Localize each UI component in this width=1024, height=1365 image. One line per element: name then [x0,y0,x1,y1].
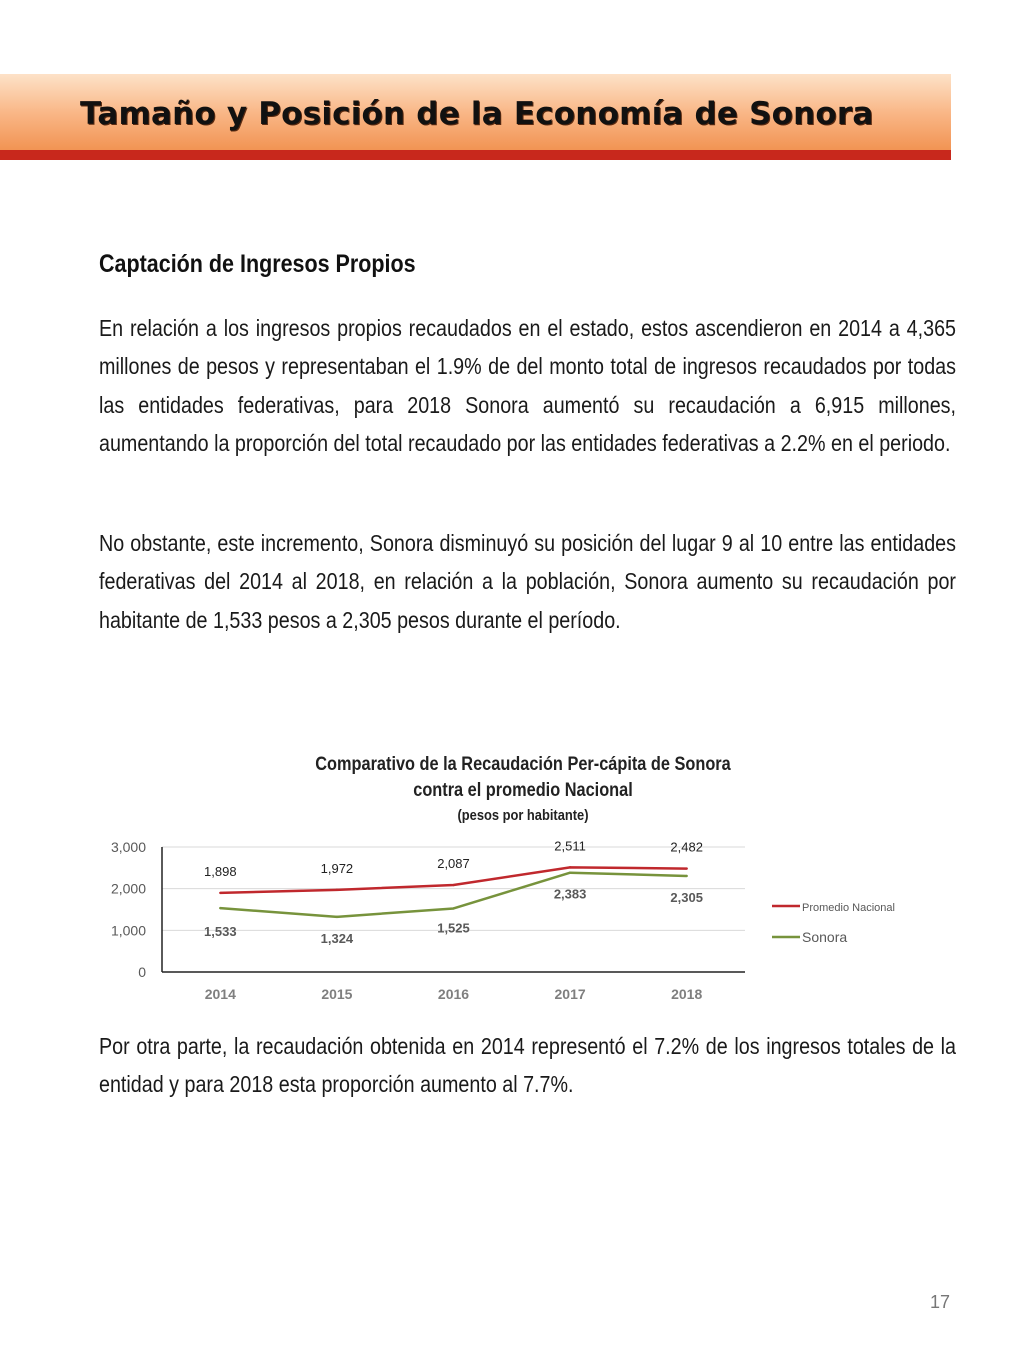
section-heading: Captación de Ingresos Propios [99,250,416,278]
x-tick-label: 2014 [204,986,236,1002]
data-point [569,866,571,868]
chart-subtitle: (pesos por habitante) [457,806,589,824]
chart-canvas [100,748,920,1013]
data-label: 2,482 [670,839,703,855]
x-axis-tick-labels [205,986,703,1002]
body-paragraph-1: En relación a los ingresos propios recaudados en el estado, estos ascendieron en 2014 a 4,365 millones de pesos y representaban el 1.9% de del monto total de ingresos recaudados por todas las entidades federativas, para 2018 Sonora aumentó su recaudación a 6,915 millones, aumentando la proporción del total recaudado por las entidades federativas a 2.2% en el periodo. [99,315,956,456]
chart-title-line2: contra el promedio Nacional [413,778,633,801]
per-capita-line-chart [100,748,920,1013]
y-tick-label: 0 [138,964,146,980]
chart-title: Comparativo de la Recaudación Per-cápita de Sonora [315,752,731,775]
legend-label: Sonora [802,929,848,945]
data-label: 2,087 [437,856,470,872]
data-point [336,889,338,891]
data-label: 2,511 [554,838,586,854]
y-axis-tick-labels [111,839,146,980]
data-label: 1,898 [204,863,237,879]
data-point [452,884,454,886]
data-point [686,875,688,877]
data-label: 1,525 [437,920,470,936]
x-tick-label: 2016 [437,986,470,1002]
page-number: 17 [930,1292,951,1312]
x-tick-label: 2018 [671,986,703,1002]
data-label: 2,383 [553,886,587,902]
page-title: Tamaño y Posición de la Economía de Sonora [80,96,874,132]
body-paragraph-3: Por otra parte, la recaudación obtenida en 2014 representó el 7.2% de los ingresos totales de la entidad y para 2018 esta proporción aumento al 7.7%. [99,1033,956,1098]
series-line-sonora [220,873,686,917]
data-point [569,872,571,874]
legend-label: Promedio Nacional [802,902,895,914]
data-point [219,907,221,909]
chart-legend [772,902,895,945]
data-label: 2,305 [670,889,703,905]
data-point [452,907,454,909]
data-label: 1,972 [320,860,354,876]
body-paragraph-2: No obstante, este incremento, Sonora disminuyó su posición del lugar 9 al 10 entre las entidades federativas del 2014 al 2018, en relación a la población, Sonora aumento su recaudación por habitante de 1,533 pesos a 2,305 pesos durante el período. [99,530,956,633]
y-tick-label: 3,000 [110,839,146,855]
data-label: 1,324 [320,930,354,946]
data-point [686,867,688,869]
banner-accent-stripe [0,150,951,160]
data-point [336,916,338,918]
x-tick-label: 2015 [321,986,353,1002]
chart-series-group [204,838,703,945]
x-tick-label: 2017 [554,986,586,1002]
y-tick-label: 2,000 [110,880,146,897]
y-tick-label: 1,000 [110,922,146,939]
data-label: 1,533 [204,924,237,940]
data-point [219,892,221,894]
